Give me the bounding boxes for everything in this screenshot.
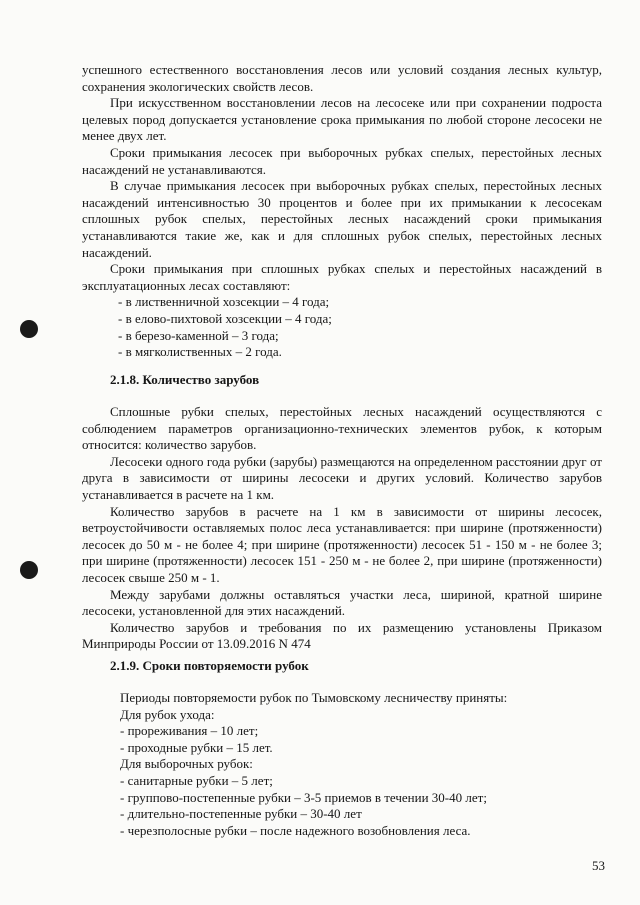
list-line: Для рубок ухода: — [120, 706, 215, 722]
list-line: Периоды повторяемости рубок по Тымовскому лесничеству приняты: — [120, 690, 508, 705]
paragraph: Сроки примыкания лесосек при выборочных рубках спелых, перестойных лесных насаждений не устанавливаются. — [82, 144, 602, 177]
punch-hole-icon — [20, 320, 38, 338]
section-repeat-periods — [120, 690, 600, 839]
paragraph: В случае примыкания лесосек при выборочных рубках спелых, перестойных лесных насаждений интенсивностью 30 процентов и более при их примыкании к лесосекам сплошных рубок спелых, перестойных лесных насаждений сроки примыкания устанавливаются такие же, как и для сплошных рубок спелых, перестойных лесных насаждений. — [82, 178, 602, 260]
list-line: Для выборочных рубок: — [120, 756, 253, 772]
list-item: - в елово-пихтовой хозсекции – 4 года; — [118, 310, 332, 326]
paragraph: Лесосеки одного года рубки (зарубы) размещаются на определенном расстоянии друг от друга в зависимости от ширины лесосеки и других условий. Количество зарубов устанавливается в расчете на 1 км. — [82, 453, 602, 502]
punch-hole-icon — [20, 561, 38, 579]
paragraph: Сроки примыкания при сплошных рубках спелых и перестойных насаждений в эксплуатационных лесах составляют: — [82, 261, 602, 293]
list-line: - длительно-постепенные рубки – 30-40 лет — [120, 806, 362, 822]
paragraph: При искусственном восстановлении лесов на лесосеке или при сохранении подроста целевых пород допускается установление срока примыкания по любой стороне лесосеки не менее двух лет. — [82, 95, 602, 144]
page-number: 53 — [592, 858, 605, 873]
paragraph: успешного естественного восстановления лесов или условий создания лесных культур, сохранения экологических свойств лесов. — [82, 62, 602, 94]
list-item: - в мягколиственных – 2 года. — [118, 344, 282, 360]
list-item: - в лиственничной хозсекции – 4 года; — [118, 294, 330, 310]
paragraph: Сплошные рубки спелых, перестойных лесных насаждений осуществляются с соблюдением параметров организационно-технических элементов рубок, к которым относится: количество зарубов. — [82, 404, 602, 453]
section-heading-cuts-count: 2.1.8. Количество зарубов — [110, 372, 260, 387]
list-line: - прореживания – 10 лет; — [120, 723, 259, 739]
list-line: - проходные рубки – 15 лет. — [120, 739, 273, 755]
list-line: - группово-постепенные рубки – 3-5 приемов в течении 30-40 лет; — [120, 789, 487, 805]
paragraph: Количество зарубов и требования по их размещению установлены Приказом Минприроды России от 13.09.2016 N 474 — [82, 619, 602, 652]
section-forest-adjacency — [82, 62, 602, 361]
list-line: - черезполосные рубки – после надежного возобновления леса. — [120, 822, 471, 838]
paragraph: Количество зарубов в расчете на 1 км в зависимости от ширины лесосек, ветроустойчивости оставляемых полос леса устанавливается: при ширине (протяженности) лесосек до 50 м - не более 4; при ширине (протяженности) лесосек 51 - 150 м - не более 3; при ширине (протяженности) лесосек 151 - 250 м - не более 2, при ширине (протяженности) лесосек свыше 250 м - 1. — [82, 503, 602, 585]
list-item: - в березо-каменной – 3 года; — [118, 327, 279, 343]
paragraph: Между зарубами должны оставляться участки леса, шириной, кратной ширине лесосеки, установленной для этих насаждений. — [82, 586, 602, 619]
section-cuts-count — [82, 404, 602, 653]
list-line: - санитарные рубки – 5 лет; — [120, 772, 273, 788]
section-heading-repeat-periods: 2.1.9. Сроки повторяемости рубок — [110, 658, 309, 673]
